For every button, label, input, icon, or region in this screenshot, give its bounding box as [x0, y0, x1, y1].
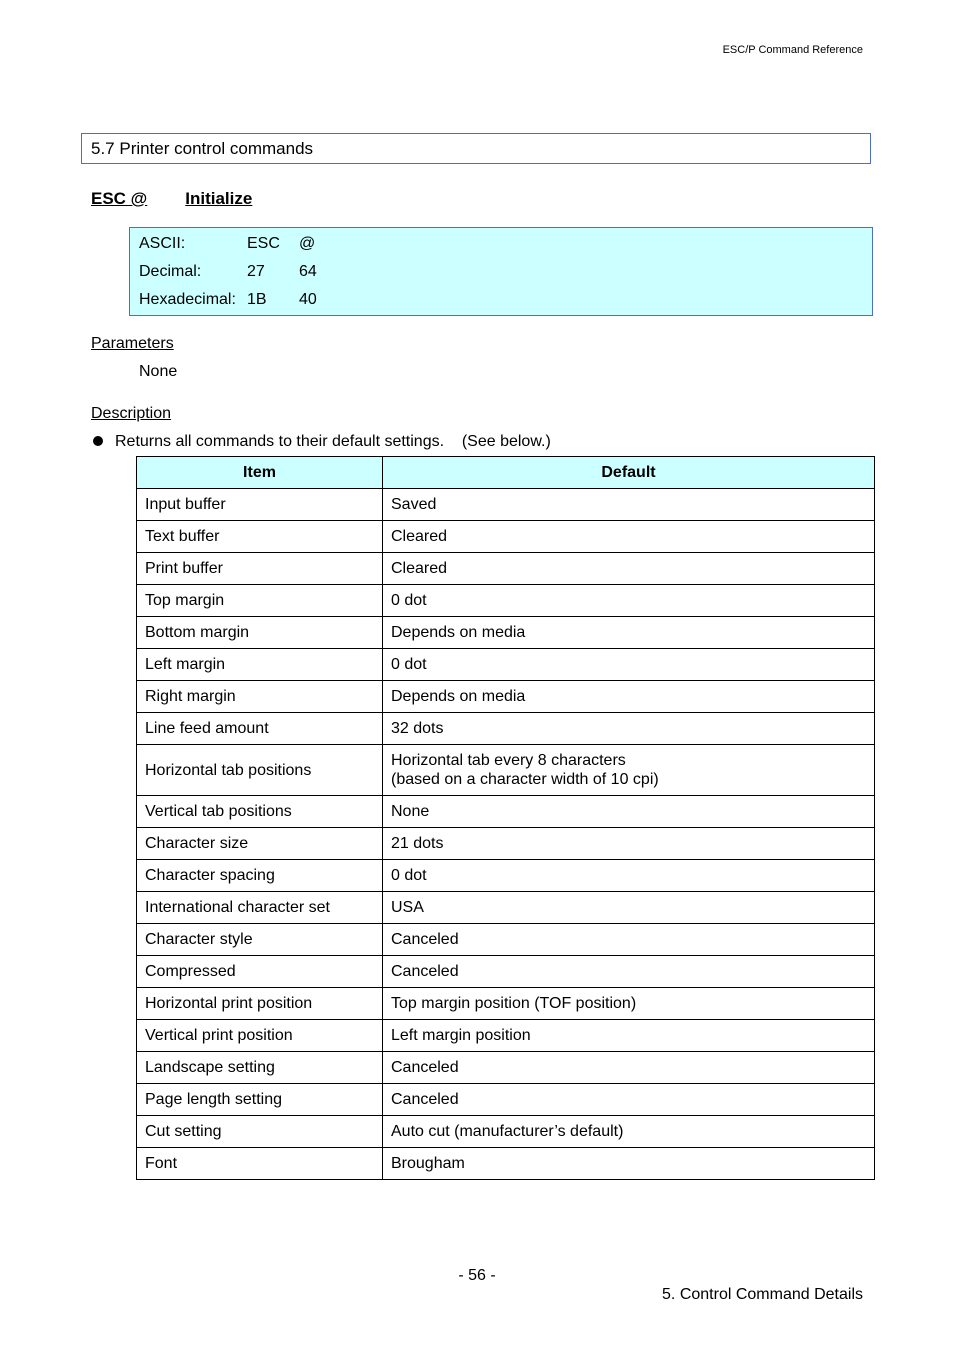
- item-cell: Bottom margin: [137, 617, 383, 649]
- default-cell: Cleared: [383, 521, 875, 553]
- default-cell: Saved: [383, 489, 875, 521]
- table-row: [137, 1020, 875, 1052]
- command-name: Initialize: [185, 189, 253, 208]
- item-cell: Line feed amount: [137, 713, 383, 745]
- default-cell: 32 dots: [383, 713, 875, 745]
- item-cell: Landscape setting: [137, 1052, 383, 1084]
- encoding-value-1: ESC: [247, 235, 280, 252]
- item-cell: International character set: [137, 892, 383, 924]
- encoding-value-2: 40: [299, 291, 317, 308]
- table-row: [137, 860, 875, 892]
- item-cell: Input buffer: [137, 489, 383, 521]
- table-row: [137, 988, 875, 1020]
- description-bullet-text: Returns all commands to their default settings. (See below.): [115, 433, 551, 450]
- table-row: [137, 1084, 875, 1116]
- default-cell: Cleared: [383, 553, 875, 585]
- default-cell: 21 dots: [383, 828, 875, 860]
- default-cell: None: [383, 796, 875, 828]
- command-encoding-box: [129, 227, 873, 316]
- item-cell: Cut setting: [137, 1116, 383, 1148]
- default-cell: Canceled: [383, 1084, 875, 1116]
- encoding-label: Decimal:: [139, 263, 202, 280]
- encoding-label: ASCII:: [139, 235, 186, 252]
- default-cell: Depends on media: [383, 617, 875, 649]
- item-cell: Font: [137, 1148, 383, 1180]
- item-cell: Horizontal print position: [137, 988, 383, 1020]
- item-cell: Horizontal tab positions: [137, 745, 383, 796]
- table-row: [137, 1148, 875, 1180]
- table-row: [137, 828, 875, 860]
- default-line-2: (based on a character width of 10 cpi): [391, 771, 659, 788]
- default-cell: USA: [383, 892, 875, 924]
- bullet-icon: [93, 436, 103, 446]
- default-cell: 0 dot: [383, 649, 875, 681]
- item-cell: Vertical tab positions: [137, 796, 383, 828]
- item-cell: Character spacing: [137, 860, 383, 892]
- default-cell: Canceled: [383, 924, 875, 956]
- table-row: [137, 956, 875, 988]
- command-heading: [91, 189, 252, 209]
- table-row: [137, 796, 875, 828]
- parameters-heading: Parameters: [91, 335, 174, 352]
- table-row: [137, 1116, 875, 1148]
- item-cell: Page length setting: [137, 1084, 383, 1116]
- table-row: [137, 649, 875, 681]
- table-row: [137, 521, 875, 553]
- encoding-value-2: 64: [299, 263, 317, 280]
- item-cell: Top margin: [137, 585, 383, 617]
- document-header-title: ESC/P Command Reference: [722, 44, 863, 56]
- encoding-value-1: 1B: [247, 291, 267, 308]
- table-row: [137, 585, 875, 617]
- default-line-1: Horizontal tab every 8 characters: [391, 752, 626, 769]
- encoding-label: Hexadecimal:: [139, 291, 236, 308]
- table-row: [137, 745, 875, 796]
- table-row: [137, 553, 875, 585]
- default-cell: Brougham: [383, 1148, 875, 1180]
- table-row: [137, 681, 875, 713]
- item-cell: Character style: [137, 924, 383, 956]
- table-row: [137, 617, 875, 649]
- item-cell: Print buffer: [137, 553, 383, 585]
- table-row: [137, 489, 875, 521]
- command-code: ESC @: [91, 189, 148, 208]
- section-title: 5.7 Printer control commands: [81, 133, 871, 164]
- default-cell: 0 dot: [383, 860, 875, 892]
- parameters-value: None: [139, 363, 178, 380]
- default-cell: 0 dot: [383, 585, 875, 617]
- description-heading: Description: [91, 405, 172, 422]
- table-row: [137, 892, 875, 924]
- column-header-item: Item: [137, 457, 383, 489]
- table-row: [137, 924, 875, 956]
- default-cell: Depends on media: [383, 681, 875, 713]
- item-cell: Text buffer: [137, 521, 383, 553]
- default-cell: Canceled: [383, 956, 875, 988]
- item-cell: Compressed: [137, 956, 383, 988]
- table-row: [137, 1052, 875, 1084]
- default-cell: Top margin position (TOF position): [383, 988, 875, 1020]
- encoding-value-1: 27: [247, 263, 265, 280]
- table-row: [137, 713, 875, 745]
- default-cell: Canceled: [383, 1052, 875, 1084]
- item-cell: Character size: [137, 828, 383, 860]
- footer-chapter-title: 5. Control Command Details: [662, 1286, 863, 1303]
- column-header-default: Default: [383, 457, 875, 489]
- default-cell: Auto cut (manufacturer’s default): [383, 1116, 875, 1148]
- page-number: - 56 -: [458, 1267, 496, 1284]
- default-cell: [383, 745, 875, 796]
- item-cell: Right margin: [137, 681, 383, 713]
- encoding-value-2: @: [299, 235, 316, 252]
- item-cell: Vertical print position: [137, 1020, 383, 1052]
- table-header-row: [137, 457, 875, 489]
- default-cell: Left margin position: [383, 1020, 875, 1052]
- item-cell: Left margin: [137, 649, 383, 681]
- defaults-table: [136, 456, 875, 1180]
